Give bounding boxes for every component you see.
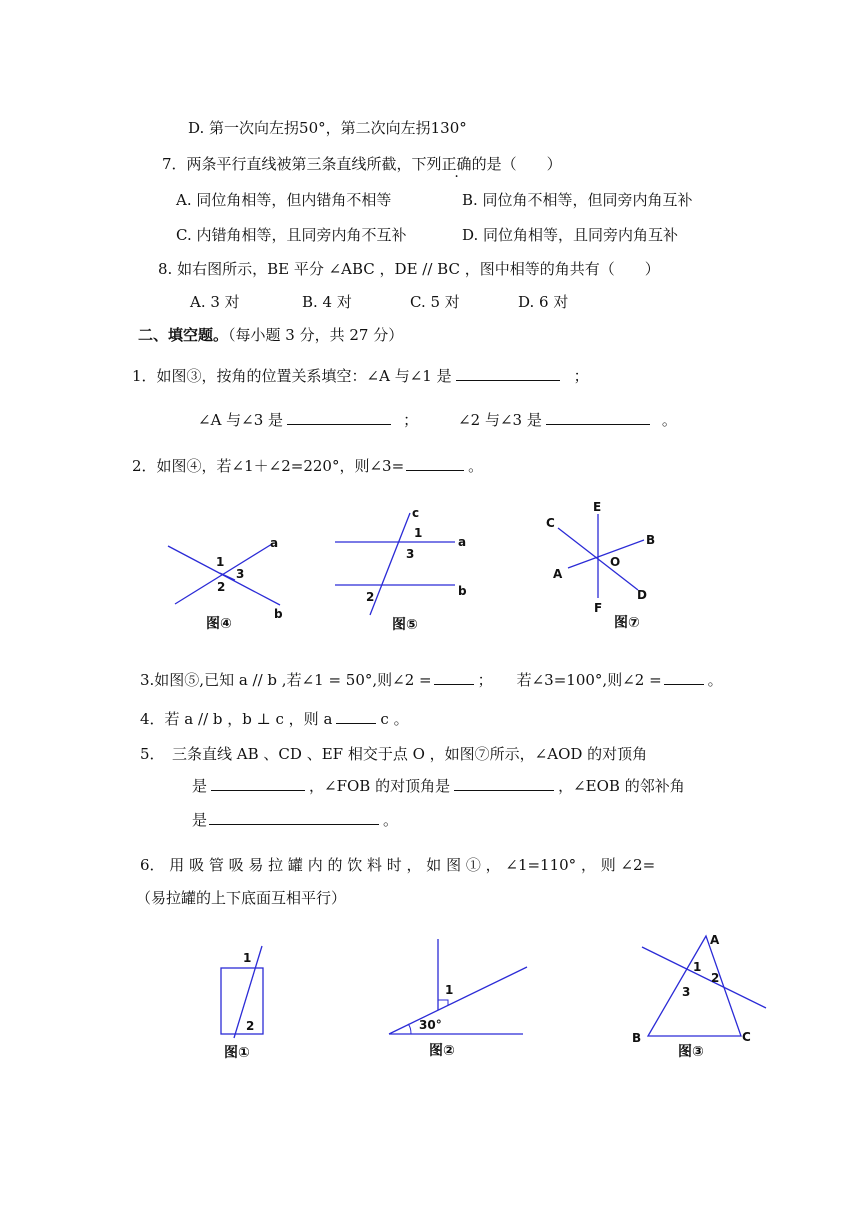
fig3-label-2: 2 <box>711 971 720 985</box>
fill-q5-row2: 是 ，∠FOB 的对顶角是 ，∠EOB 的邻补角 <box>192 777 685 795</box>
fill-q1: 1．如图③，按角的位置关系填空：∠A 与∠1 是 ； <box>132 367 589 385</box>
fill-q4: 4．若 a // b ，b ⊥ c ，则 a c 。 <box>140 710 409 728</box>
fill-q6-note: （易拉罐的上下底面互相平行） <box>136 889 347 907</box>
fig7-label-o: O <box>610 555 621 569</box>
fig5-label-b: b <box>458 584 467 598</box>
fill-q6: 6． 用 吸 管 吸 易 拉 罐 内 的 饮 料 时 ， 如 图 ① ， ∠1=110° ， 则 ∠2= <box>140 856 656 874</box>
figure-5 <box>330 505 480 635</box>
fig4-label-a: a <box>270 536 279 550</box>
fig4-label-2: 2 <box>217 580 226 594</box>
figure-3 <box>628 928 778 1068</box>
fig7-label-e: E <box>593 500 602 514</box>
fig5-label-2: 2 <box>366 590 375 604</box>
q7-option-b: B. 同位角不相等，但同旁内角互补 <box>462 191 693 209</box>
fig7-label-d: D <box>637 588 647 602</box>
figure-4 <box>160 528 300 638</box>
q7-option-a: A. 同位角相等，但内错角不相等 <box>176 191 392 209</box>
fig5-label-1: 1 <box>414 526 423 540</box>
figure-2 <box>385 935 535 1065</box>
fig7-label-c: C <box>546 516 555 530</box>
q7-option-c: C. 内错角相等，且同旁内角不互补 <box>176 226 407 244</box>
fig3-label-b: B <box>632 1031 642 1045</box>
fig2-label-30: 30° <box>419 1018 442 1032</box>
fig5-label-a: a <box>458 535 467 549</box>
fig1-caption: 图① <box>224 1045 250 1061</box>
section-2-heading: 二、填空题。（每小题 3 分，共 27 分） <box>138 326 404 344</box>
fig2-caption: 图② <box>429 1043 455 1059</box>
fig3-label-c: C <box>742 1030 751 1044</box>
fig1-label-1: 1 <box>243 951 252 965</box>
fig4-caption: 图④ <box>206 616 232 632</box>
fig7-label-a: A <box>553 567 563 581</box>
fill-q2: 2．如图④，若∠1＋∠2=220°，则∠3= 。 <box>132 457 484 475</box>
figure-7 <box>540 498 670 633</box>
fig7-caption: 图⑦ <box>614 615 640 631</box>
fig5-label-3: 3 <box>406 547 415 561</box>
q7-option-d: D. 同位角相等，且同旁内角互补 <box>462 226 679 244</box>
fig5-label-c: c <box>412 506 420 520</box>
fig3-caption: 图③ <box>678 1044 704 1060</box>
fill-q5: 5． 三条直线 AB 、CD 、EF 相交于点 O ，如图⑦所示，∠AOD 的对顶角 <box>140 745 648 763</box>
fig7-label-f: F <box>594 601 603 615</box>
q8-option-d: D. 6 对 <box>518 293 569 311</box>
fig7-label-b: B <box>646 533 656 547</box>
fig4-label-b: b <box>274 607 283 621</box>
q8-option-b: B. 4 对 <box>302 293 352 311</box>
fig5-caption: 图⑤ <box>392 617 418 633</box>
fig3-label-a: A <box>710 933 720 947</box>
fill-q5-row3: 是 。 <box>192 811 399 829</box>
fig1-label-2: 2 <box>246 1019 255 1033</box>
q8-option-c: C. 5 对 <box>410 293 460 311</box>
fig4-label-1: 1 <box>216 555 225 569</box>
fill-q3: 3.如图⑤,已知 a // b ,若∠1 = 50°,则∠2 = ； 若∠3=100°,则∠2 = 。 <box>140 671 723 689</box>
q8-option-a: A. 3 对 <box>190 293 240 311</box>
fig4-label-3: 3 <box>236 567 245 581</box>
fill-q1-row2: ∠A 与∠3 是 ； ∠2 与∠3 是 。 <box>198 411 677 429</box>
fig2-label-1: 1 <box>445 983 454 997</box>
fig3-label-3: 3 <box>682 985 691 999</box>
question-8: 8. 如右图所示，BE 平分 ∠ABC ，DE // BC ，图中相等的角共有（ ） <box>158 260 660 278</box>
figure-1 <box>210 942 290 1067</box>
option-d-q6: D. 第一次向左拐50°，第二次向左拐130° <box>188 119 467 137</box>
fig3-label-1: 1 <box>693 960 702 974</box>
question-7: 7．两条平行直线被第三条直线所截，下列正确的是（ ） <box>162 155 562 173</box>
